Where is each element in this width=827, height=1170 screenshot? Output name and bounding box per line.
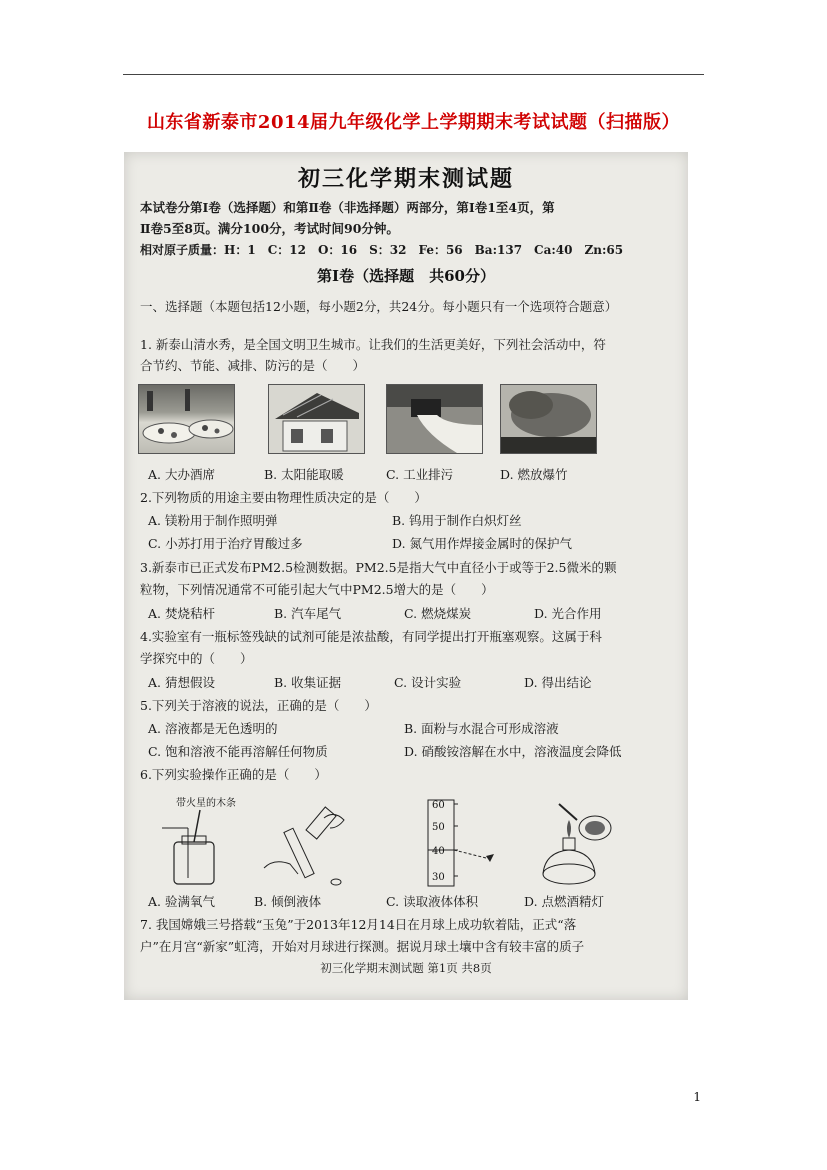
- q2-option-b: B. 钨用于制作白炽灯丝: [392, 513, 522, 528]
- q1-option-d: D. 燃放爆竹: [500, 467, 568, 482]
- fireworks-photo: [500, 384, 597, 454]
- question-1-line-1: 1. 新泰山清水秀，是全国文明卫生城市。让我们的生活更美好，下列社会活动中，符: [140, 337, 606, 352]
- question-7-line-2: 户”在月宫“新家”虹湾，开始对月球进行探测。据说月球土壤中含有较丰富的质子: [140, 939, 585, 954]
- solar-house-image: [269, 385, 364, 453]
- exam-intro-line-1: 本试卷分第Ⅰ卷（选择题）和第Ⅱ卷（非选择题）两部分，第Ⅰ卷1至4页，第: [140, 200, 555, 215]
- scale-50: 50: [432, 822, 445, 833]
- exam-title: 初三化学期末测试题: [297, 166, 514, 192]
- question-6-stem: 6.下列实验操作正确的是（ ）: [140, 767, 327, 782]
- exam-page-footer: 初三化学期末测试题 第1页 共8页: [320, 961, 492, 975]
- header-rule: [123, 74, 704, 75]
- q1-option-c: C. 工业排污: [386, 467, 454, 482]
- solar-house-photo: [268, 384, 365, 454]
- q3-option-b: B. 汽车尾气: [274, 606, 342, 621]
- read-volume-illustration: [414, 798, 504, 888]
- pouring-liquid-illustration: [254, 798, 354, 888]
- question-3-line-1: 3.新泰市已正式发布PM2.5检测数据。PM2.5是指大气中直径小于或等于2.5微米的颗: [140, 560, 617, 575]
- q1-option-a: A. 大办酒席: [148, 467, 215, 482]
- exam-intro-line-2: Ⅱ卷5至8页。满分100分，考试时间90分钟。: [140, 221, 399, 236]
- question-7-line-1: 7. 我国嫦娥三号搭载“玉兔”于2013年12月14日在月球上成功软着陆，正式“落: [140, 917, 577, 932]
- section-title: 第Ⅰ卷（选择题 共60分）: [317, 267, 495, 285]
- question-3-line-2: 粒物，下列情况通常不可能引起大气中PM2.5增大的是（ ）: [140, 582, 494, 597]
- q5-option-c: C. 饱和溶液不能再溶解任何物质: [148, 744, 328, 759]
- document-title: 山东省新泰市2014届九年级化学上学期期末考试试题（扫描版）: [146, 112, 681, 133]
- q5-option-b: B. 面粉与水混合可形成溶液: [404, 721, 559, 736]
- q4-option-d: D. 得出结论: [524, 675, 592, 690]
- scale-40: 40: [432, 846, 445, 857]
- scale-60: 60: [432, 800, 445, 811]
- industrial-discharge-image: [387, 385, 482, 453]
- q3-option-d: D. 光合作用: [534, 606, 602, 621]
- scale-30: 30: [432, 872, 445, 883]
- scanned-exam-image: [124, 152, 688, 1000]
- alcohol-lamp-illustration: [529, 798, 619, 888]
- page-number: 1: [693, 1090, 701, 1104]
- question-4-line-2: 学探究中的（ ）: [140, 651, 253, 666]
- fireworks-image: [501, 385, 596, 453]
- q2-option-d: D. 氮气用作焊接金属时的保护气: [392, 536, 573, 551]
- q2-option-c: C. 小苏打用于治疗胃酸过多: [148, 536, 303, 551]
- q4-option-a: A. 猜想假设: [148, 675, 215, 690]
- q3-option-a: A. 焚烧秸杆: [148, 606, 215, 621]
- question-4-line-1: 4.实验室有一瓶标签残缺的试剂可能是浓盐酸，有同学提出打开瓶塞观察。这属于科: [140, 629, 602, 644]
- industrial-discharge-photo: [386, 384, 483, 454]
- q2-option-a: A. 镁粉用于制作照明弹: [148, 513, 278, 528]
- q6-option-d: D. 点燃酒精灯: [524, 894, 605, 909]
- q1-option-b: B. 太阳能取暖: [264, 467, 344, 482]
- q6-option-a: A. 验满氧气: [148, 894, 215, 909]
- oxygen-test-illustration: [154, 798, 234, 888]
- q4-option-b: B. 收集证据: [274, 675, 342, 690]
- q6-splint-label: 带火星的木条: [176, 798, 236, 809]
- banquet-photo: [138, 384, 235, 454]
- question-1-line-2: 合节约、节能、减排、防污的是（ ）: [140, 358, 366, 373]
- q5-option-d: D. 硝酸铵溶解在水中，溶液温度会降低: [404, 744, 622, 759]
- q6-option-b: B. 倾倒液体: [254, 894, 322, 909]
- banquet-image: [139, 385, 234, 453]
- q5-option-a: A. 溶液都是无色透明的: [148, 721, 278, 736]
- atomic-mass-line: 相对原子质量：H：1 C：12 O：16 S：32 Fe：56 Ba:137 Ca:40 Zn:65: [140, 243, 624, 257]
- question-5-stem: 5.下列关于溶液的说法，正确的是（ ）: [140, 698, 377, 713]
- section-description: 一、选择题（本题包括12小题，每小题2分，共24分。每小题只有一个选项符合题意）: [140, 299, 618, 314]
- q3-option-c: C. 燃烧煤炭: [404, 606, 472, 621]
- question-2-stem: 2.下列物质的用途主要由物理性质决定的是（ ）: [140, 490, 427, 505]
- q6-option-c: C. 读取液体体积: [386, 894, 479, 909]
- q4-option-c: C. 设计实验: [394, 675, 462, 690]
